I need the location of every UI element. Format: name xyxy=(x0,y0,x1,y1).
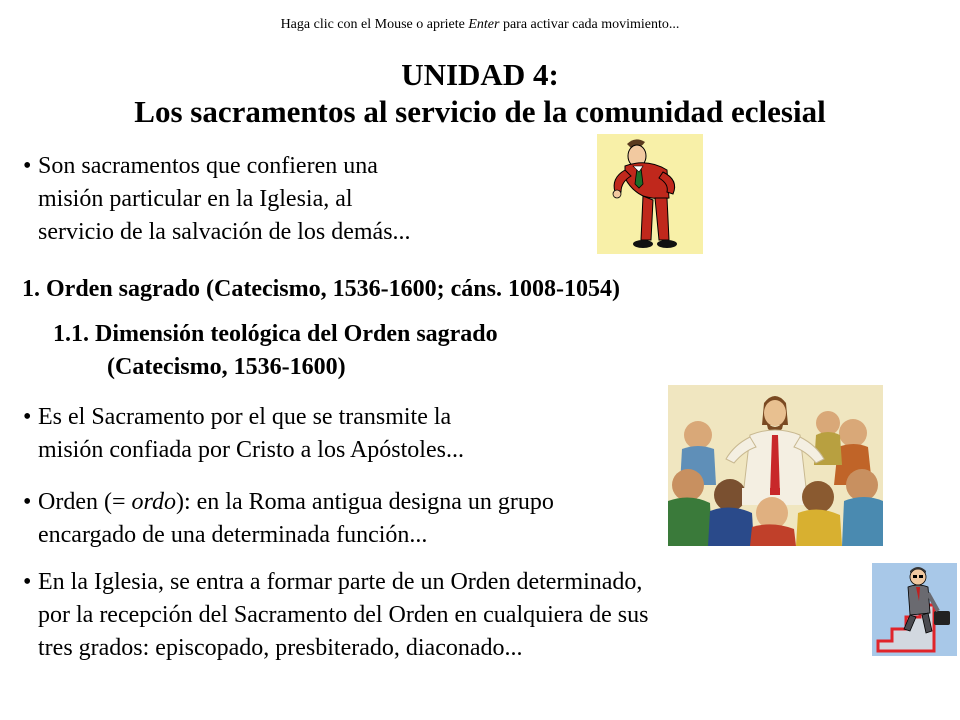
climbing-stairs-clipart xyxy=(872,563,957,656)
subsection-line-1: 1.1. Dimensión teológica del Orden sagrado xyxy=(53,321,498,347)
bullet-dot: • xyxy=(23,404,32,430)
bullet-grados-line-1: En la Iglesia, se entra a formar parte de un Orden determinado, xyxy=(38,569,643,595)
bullet-sacramento-line-1: Es el Sacramento por el que se transmite la xyxy=(38,404,452,430)
instruction-hint xyxy=(0,17,960,33)
subsection-heading xyxy=(53,318,498,384)
bullet-iglesia-grados xyxy=(23,566,649,665)
bullet-orden-ordo xyxy=(23,486,554,552)
hint-key: Enter xyxy=(468,17,500,32)
slide-title xyxy=(0,56,960,130)
bullet-grados-line-2: por la recepción del Sacramento del Orden en cualquiera de sus xyxy=(38,602,649,628)
bullet-sacramento xyxy=(23,401,464,467)
section-heading-orden-sagrado: 1. Orden sagrado (Catecismo, 1536-1600; cáns. 1008-1054) xyxy=(22,276,620,302)
ordo-text-after: ): en la Roma antigua designa un grupo xyxy=(175,489,554,515)
intro-line-1: Son sacramentos que confieren una xyxy=(38,153,378,179)
hint-text-after: para activar cada movimiento... xyxy=(499,17,680,32)
bullet-grados-line-3: tres grados: episcopado, presbiterado, diaconado... xyxy=(38,635,523,661)
bullet-sacramento-line-2: misión confiada por Cristo a los Apóstoles... xyxy=(38,437,464,463)
intro-line-2: misión particular en la Iglesia, al xyxy=(38,186,353,212)
ordo-text-before: Orden (= xyxy=(38,489,132,515)
apostles-clipart-overlay xyxy=(668,488,883,546)
bullet-ordo-line-1 xyxy=(38,486,554,519)
bullet-dot: • xyxy=(23,489,32,515)
bowing-man-clipart xyxy=(597,134,703,254)
bullet-ordo-line-2: encargado de una determinada función... xyxy=(38,522,428,548)
intro-bullet xyxy=(23,150,411,249)
bullet-dot: • xyxy=(23,153,32,179)
title-line-2: Los sacramentos al servicio de la comunidad eclesial xyxy=(134,94,826,129)
title-line-1: UNIDAD 4: xyxy=(401,57,559,92)
ordo-italic: ordo xyxy=(131,489,176,515)
bullet-dot: • xyxy=(23,569,32,595)
intro-line-3: servicio de la salvación de los demás... xyxy=(38,219,411,245)
hint-text-before: Haga clic con el Mouse o apriete xyxy=(280,17,469,32)
subsection-line-2: (Catecismo, 1536-1600) xyxy=(107,354,346,380)
